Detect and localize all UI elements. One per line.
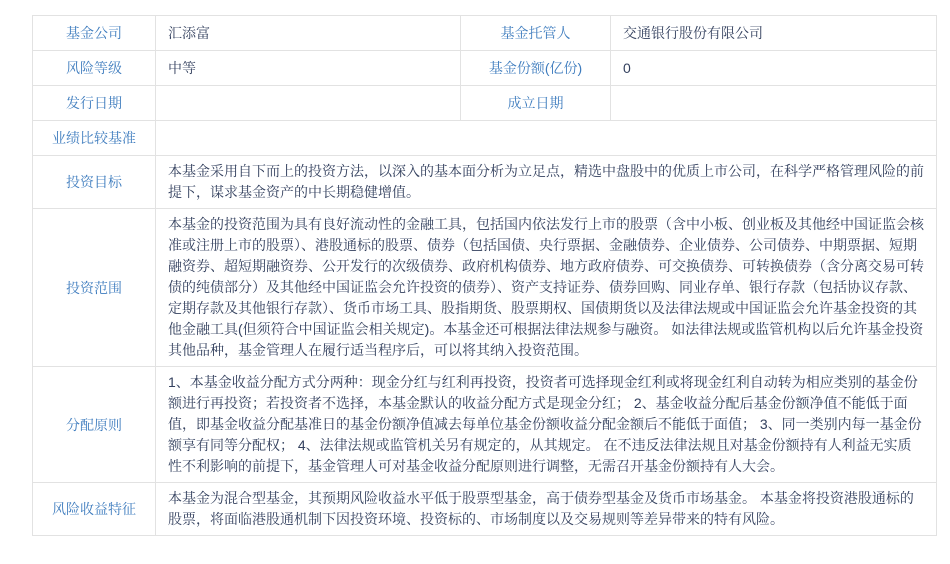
fund-shares-value: 0 [611, 51, 937, 86]
risk-level-value: 中等 [156, 51, 461, 86]
table-row-risk-return-profile [33, 483, 937, 536]
investment-scope-label: 投资范围 [33, 209, 156, 367]
fund-custodian-label: 基金托管人 [461, 16, 611, 51]
table-row-investment-scope [33, 209, 937, 367]
table-row-risk-level [33, 51, 937, 86]
risk-return-profile-label: 风险收益特征 [33, 483, 156, 536]
fund-custodian-value: 交通银行股份有限公司 [611, 16, 937, 51]
fund-company-value: 汇添富 [156, 16, 461, 51]
table-row-fund-company [33, 16, 937, 51]
establish-date-label: 成立日期 [461, 86, 611, 121]
fund-company-label: 基金公司 [33, 16, 156, 51]
establish-date-value [611, 86, 937, 121]
table-row-investment-goal [33, 156, 937, 209]
risk-level-label: 风险等级 [33, 51, 156, 86]
investment-goal-value: 本基金采用自下而上的投资方法，以深入的基本面分析为立足点，精选中盘股中的优质上市公司，在科学严格管理风险的前提下，谋求基金资产的中长期稳健增值。 [156, 156, 937, 209]
table-row-dates [33, 86, 937, 121]
investment-goal-label: 投资目标 [33, 156, 156, 209]
fund-shares-label: 基金份额(亿份) [461, 51, 611, 86]
fund-info-table [32, 15, 937, 536]
distribution-principle-label: 分配原则 [33, 367, 156, 483]
risk-return-profile-value: 本基金为混合型基金，其预期风险收益水平低于股票型基金，高于债券型基金及货币市场基金。 本基金将投资港股通标的股票，将面临港股通机制下因投资环境、投资标的、市场制度以及交易规则等差异带来的特有风险。 [156, 483, 937, 536]
investment-scope-value: 本基金的投资范围为具有良好流动性的金融工具，包括国内依法发行上市的股票（含中小板、创业板及其他经中国证监会核准或注册上市的股票）、港股通标的股票、债券（包括国债、央行票据、金融债券、企业债券、公司债券、中期票据、短期融资券、超短期融资券、公开发行的次级债券、政府机构债券、地方政府债券、可交换债券、可转换债券（含分离交易可转债的纯债部分）及其他经中国证监会允许投资的债券）、资产支持证券、债券回购、同业存单、银行存款（包括协议存款、定期存款及其他银行存款）、货币市场工具、股指期货、股票期权、国债期货以及法律法规或中国证监会允许基金投资的其他金融工具(但须符合中国证监会相关规定)。本基金还可根据法律法规参与融资。 如法律法规或监管机构以后允许基金投资其他品种，基金管理人在履行适当程序后，可以将其纳入投资范围。 [156, 209, 937, 367]
issue-date-value [156, 86, 461, 121]
benchmark-value [156, 121, 937, 156]
table-row-benchmark [33, 121, 937, 156]
distribution-principle-value: 1、本基金收益分配方式分两种：现金分红与红利再投资，投资者可选择现金红利或将现金红利自动转为相应类别的基金份额进行再投资；若投资者不选择，本基金默认的收益分配方式是现金分红； 2、基金收益分配后基金份额净值不能低于面值，即基金收益分配基准日的基金份额净值减去每单位基金份额收益分配金额后不能低于面值； 3、同一类别内每一基金份额享有同等分配权； 4、法律法规或监管机关另有规定的，从其规定。 在不违反法律法规且对基金份额持有人利益无实质性不利影响的前提下，基金管理人可对基金收益分配原则进行调整，无需召开基金份额持有人大会。 [156, 367, 937, 483]
table-row-distribution-principle [33, 367, 937, 483]
issue-date-label: 发行日期 [33, 86, 156, 121]
benchmark-label: 业绩比较基准 [33, 121, 156, 156]
